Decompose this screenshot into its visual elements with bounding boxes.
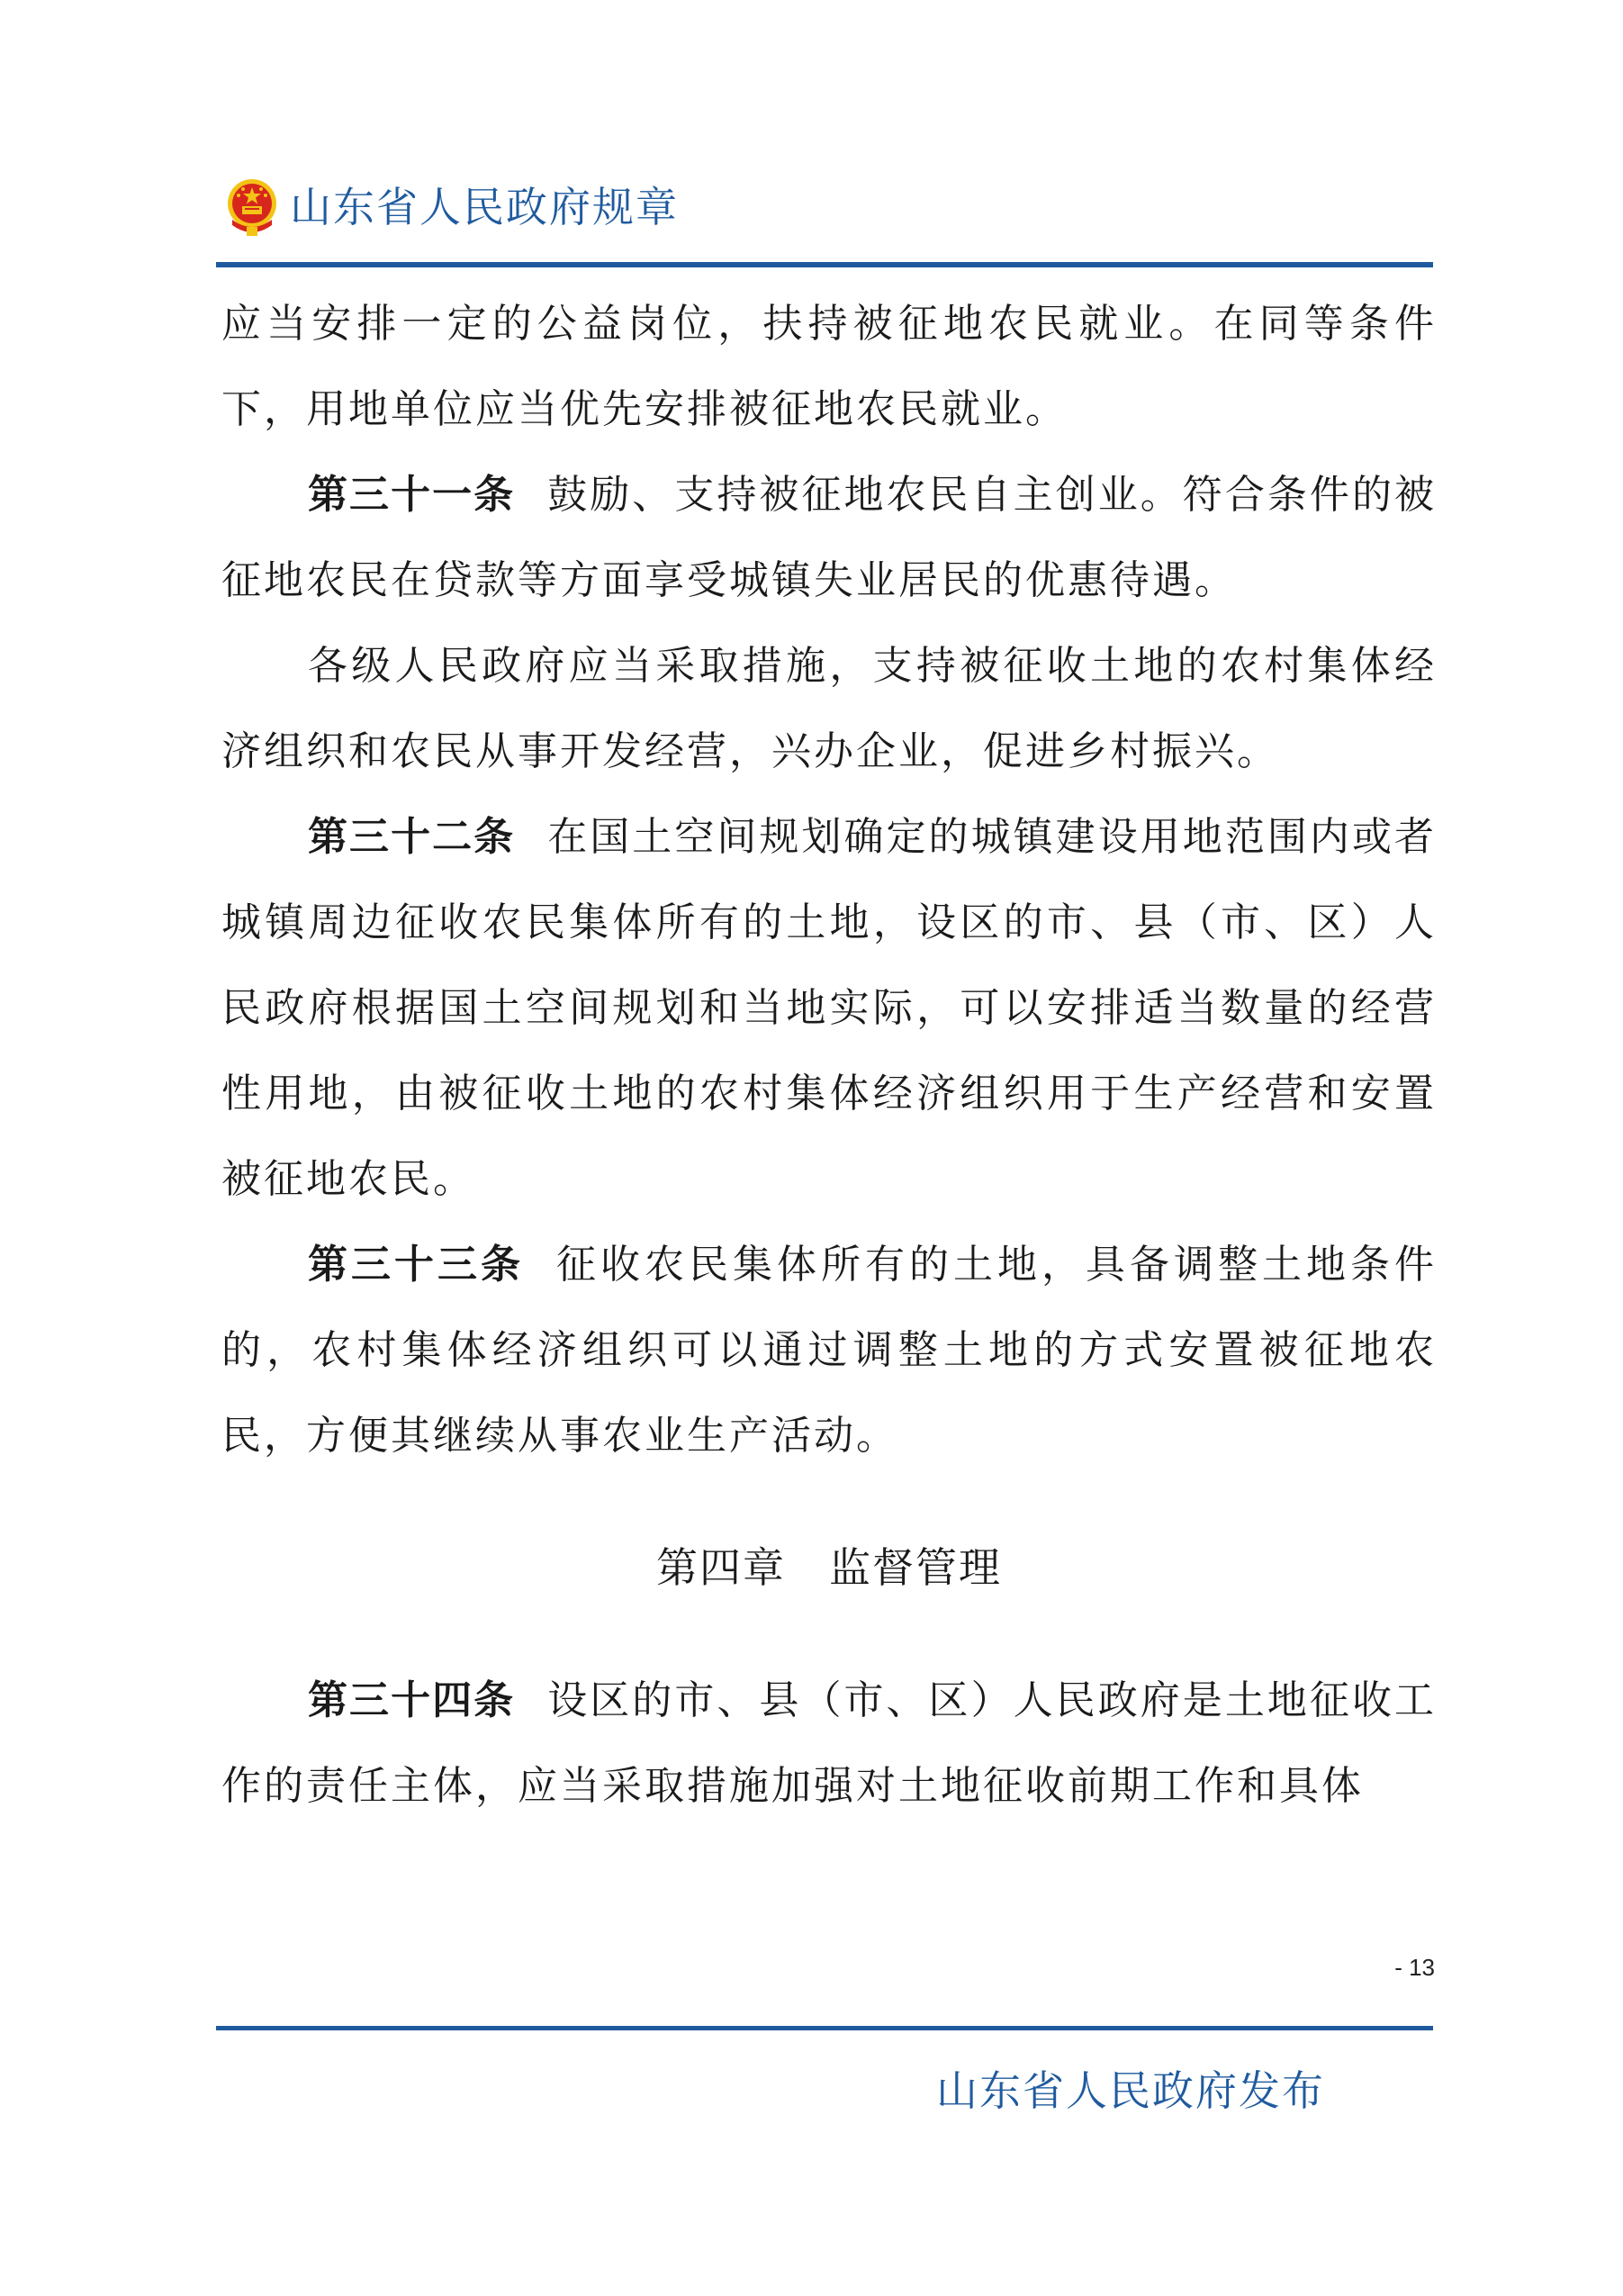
paragraph: 各级人民政府应当采取措施，支持被征收土地的农村集体经济组织和农民从事开发经营，兴办企业，促进乡村振兴。 [221,643,1437,774]
footer-publisher: 山东省人民政府发布 [936,2066,1325,2115]
document-body [221,281,1437,1829]
page-number: - 13 [1394,1954,1435,1981]
chapter-number: 第四章 [656,1543,786,1592]
article-31 [221,452,1437,623]
chapter-heading [221,1525,1437,1611]
article-34 [221,1658,1437,1829]
article-label: 第三十三条 [308,1242,524,1288]
article-text: 设区的市、县（市、区）人民政府是土地征收工作的责任主体，应当采取措施加强对土地征收前期工作和具体 [221,1677,1438,1809]
header-title: 山东省人民政府规章 [290,183,679,231]
article-label: 第三十四条 [308,1677,516,1723]
paragraph: 应当安排一定的公益岗位，扶持被征地农民就业。在同等条件下，用地单位应当优先安排被征地农民就业。 [221,301,1437,432]
article-text: 在国土空间规划确定的城镇建设用地范围内或者城镇周边征收农民集体所有的土地，设区的市、县（市、区）人民政府根据国土空间规划和当地实际，可以安排适当数量的经营性用地，由被征收土地的农村集体经济组织用于生产经营和安置被征地农民。 [221,814,1438,1202]
article-label: 第三十一条 [308,472,516,518]
header-rule [216,262,1433,267]
article-text: 征收农民集体所有的土地，具备调整土地条件的，农村集体经济组织可以通过调整土地的方式安置被征地农民，方便其继续从事农业生产活动。 [221,1242,1437,1459]
article-label: 第三十二条 [308,814,516,860]
article-text: 鼓励、支持被征地农民自主创业。符合条件的被征地农民在贷款等方面享受城镇失业居民的优惠待遇。 [221,472,1438,603]
footer-rule [216,2026,1433,2030]
national-emblem-icon [223,176,281,240]
document-header [223,176,1438,249]
article-32 [221,794,1437,1222]
article-33 [221,1222,1437,1478]
chapter-title: 监督管理 [829,1543,1002,1592]
